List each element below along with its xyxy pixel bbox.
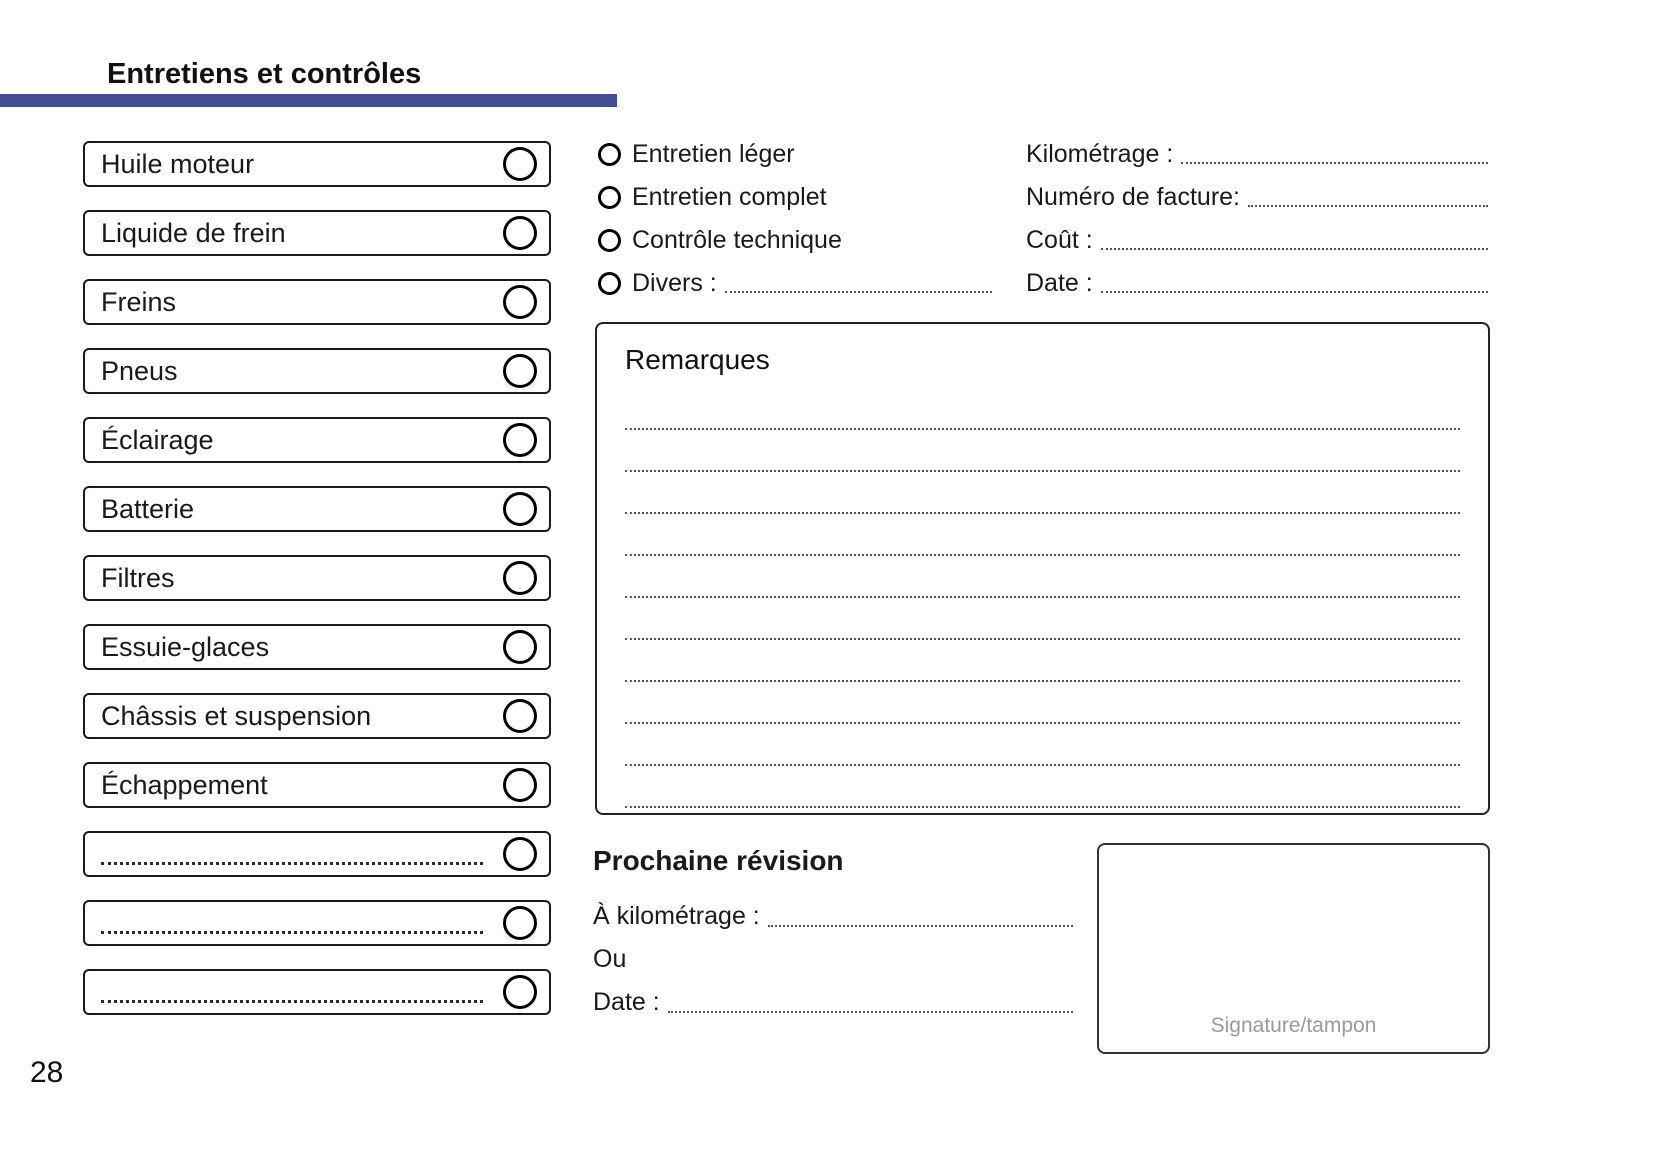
radio-circle[interactable] [598,143,621,166]
checklist-row [83,486,551,532]
checklist-row [83,279,551,325]
field-row-date [1026,269,1488,297]
write-in-line[interactable] [101,862,483,865]
remarks-write-in-line[interactable] [625,556,1460,598]
cout-write-in-line[interactable] [1101,248,1488,250]
next-or-label: Ou [593,944,627,973]
service-type-label: Entretien complet [632,182,827,211]
radio-circle[interactable] [598,186,621,209]
page-title: Entretiens et contrôles [107,58,422,90]
next-or-row [593,944,1073,974]
check-circle[interactable] [503,837,537,871]
check-circle[interactable] [503,492,537,526]
remarks-write-in-line[interactable] [625,430,1460,472]
check-circle[interactable] [503,216,537,250]
date-label: Date : [1026,268,1093,297]
remarks-write-in-line[interactable] [625,388,1460,430]
checklist-item-label: Liquide de frein [101,217,286,248]
service-type-label: Divers : [632,268,717,297]
service-type-row [598,140,998,168]
checklist-item-label: Huile moteur [101,148,255,179]
checklist-item-label: Batterie [101,493,195,524]
checklist-row [83,348,551,394]
check-circle[interactable] [503,285,537,319]
next-kilometrage-row [593,901,1073,931]
checklist-row [83,417,551,463]
field-row-cout [1026,226,1488,254]
checklist-item-label: Filtres [101,562,175,593]
checklist-row [83,210,551,256]
field-row-kilometrage [1026,140,1488,168]
next-date-write-in-line[interactable] [668,1011,1073,1013]
next-kilometrage-label: À kilométrage : [593,901,760,930]
checklist-row [83,141,551,187]
check-circle[interactable] [503,147,537,181]
checklist-item-label: Éclairage [101,424,214,455]
write-in-line[interactable] [101,931,483,934]
check-circle[interactable] [503,561,537,595]
page-number: 28 [30,1056,64,1089]
checklist-item-label: Essuie-glaces [101,631,270,662]
check-circle[interactable] [503,906,537,940]
divers-write-in-line[interactable] [725,291,992,293]
write-in-line[interactable] [101,1000,483,1003]
remarks-write-in-line[interactable] [625,640,1460,682]
kilometrage-label: Kilométrage : [1026,139,1174,168]
checklist-blank-row [83,969,551,1015]
remarks-title: Remarques [625,344,770,375]
invoice-fields [1026,140,1488,297]
next-revision-section [593,845,1073,1030]
service-type-row [598,226,998,254]
remarks-box [595,322,1490,815]
check-circle[interactable] [503,975,537,1009]
remarks-write-in-line[interactable] [625,766,1460,808]
check-circle[interactable] [503,630,537,664]
remarks-write-in-line[interactable] [625,514,1460,556]
service-type-group [598,140,998,297]
checklist-item-label: Freins [101,286,177,317]
check-circle[interactable] [503,354,537,388]
date-write-in-line[interactable] [1101,291,1488,293]
signature-label: Signature/tampon [1210,1014,1377,1037]
remarks-write-in-line[interactable] [625,682,1460,724]
checklist-blank-row [83,831,551,877]
checklist-item-label: Échappement [101,769,268,800]
service-type-label: Contrôle technique [632,225,842,254]
checklist-item-label: Pneus [101,355,178,386]
check-circle[interactable] [503,768,537,802]
facture-write-in-line[interactable] [1248,205,1488,207]
remarks-write-in-line[interactable] [625,724,1460,766]
checklist-row [83,762,551,808]
maintenance-checklist [83,141,551,1015]
service-type-row [598,183,998,211]
next-revision-title: Prochaine révision [593,845,844,876]
title-accent-bar [0,94,617,107]
cout-label: Coût : [1026,225,1093,254]
field-row-facture [1026,183,1488,211]
checklist-blank-row [83,900,551,946]
checklist-row [83,693,551,739]
kilometrage-write-in-line[interactable] [1181,162,1488,164]
next-kilometrage-write-in-line[interactable] [768,925,1073,927]
next-date-label: Date : [593,987,660,1016]
check-circle[interactable] [503,699,537,733]
checklist-row [83,624,551,670]
radio-circle[interactable] [598,272,621,295]
checklist-item-label: Châssis et suspension [101,700,372,731]
remarks-write-in-line[interactable] [625,472,1460,514]
remarks-lines [625,388,1460,808]
facture-label: Numéro de facture: [1026,182,1240,211]
service-type-row [598,269,998,297]
signature-box[interactable] [1097,843,1490,1054]
checklist-row [83,555,551,601]
check-circle[interactable] [503,423,537,457]
next-date-row [593,987,1073,1017]
remarks-write-in-line[interactable] [625,598,1460,640]
radio-circle[interactable] [598,229,621,252]
service-type-label: Entretien léger [632,139,795,168]
